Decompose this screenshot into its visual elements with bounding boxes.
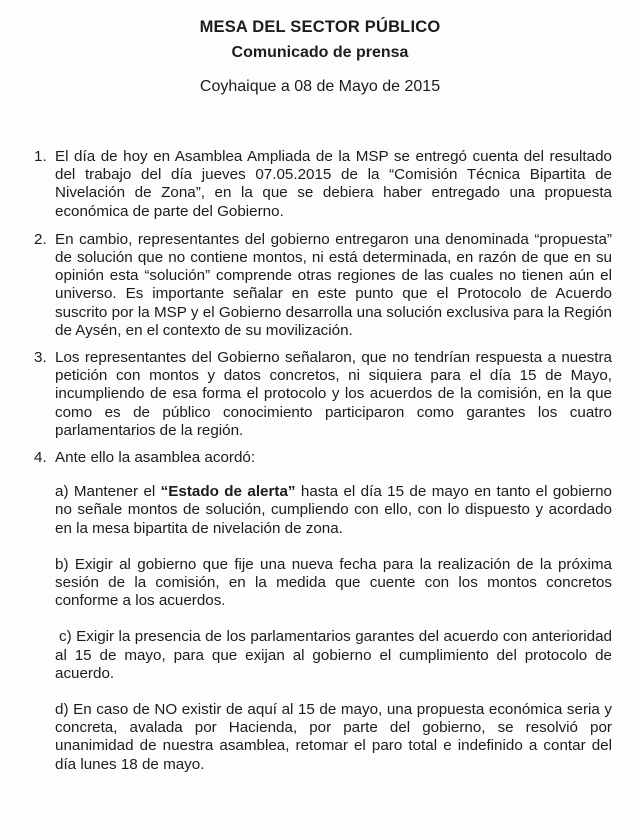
document-title: MESA DEL SECTOR PÚBLICO <box>199 18 441 36</box>
agreement-b: b) Exigir al gobierno que fije una nueva fecha para la realización de la próxima sesión de la comisión, en la medida que cuente con los montos concretos conforme a los acuerdos. <box>55 555 612 610</box>
item-text: El día de hoy en Asamblea Ampliada de la MSP se entregó cuenta del resultado del trabajo del día jueves 07.05.2015 de la “Comisión Técnica Bipartita de Nivelación de Zona”, en la que se debiera haber entregado una propuesta económica de parte del Gobierno. <box>55 148 612 220</box>
item-text: Ante ello la asamblea acordó: <box>55 449 256 467</box>
agreement-a <box>55 483 612 538</box>
numbered-item <box>28 349 612 440</box>
numbered-item <box>28 449 612 467</box>
agreement-d: d) En caso de NO existir de aquí al 15 de mayo, una propuesta económica seria y concreta, avalada por Hacienda, por parte del gobierno, se resolvió por unanimidad de nuestra asamblea, retomar el paro total e indefinido a contar del día lunes 18 de mayo. <box>55 701 612 773</box>
agreement-c: c) Exigir la presencia de los parlamentarios garantes del acuerdo con anterioridad al 15 de mayo, para que exijan al gobierno el cumplimiento del protocolo de acuerdo. <box>55 628 612 682</box>
agreement-a-prefix: a) Mantener el <box>55 483 161 501</box>
numbered-item <box>28 231 612 340</box>
item-number: 3. <box>34 349 47 367</box>
agreement-a-suffix: hasta el día 15 de mayo en tanto el gobierno no señale montos de solución, cumpliendo con ello, con lo dispuesto y acordado en la mesa bipartita de nivelación de zona. <box>55 483 613 537</box>
item-text: En cambio, representantes del gobierno entregaron una denominada “propuesta” de solución que no contiene montos, ni está determinada, en razón de que en su opinión esta “solución” comprende otras regiones de las cuales no tienen aún el universo. Es importante señalar en este punto que el Protocolo de Acuerdo suscrito por la MSP y el Gobierno desarrolla una solución exclusiva para la Región de Aysén, en el contexto de su movilización. <box>55 230 612 339</box>
item-number: 4. <box>34 449 47 467</box>
item-text: Los representantes del Gobierno señalaron, que no tendrían respuesta a nuestra petición con montos y datos concretos, ni siquiera para el día 15 de Mayo, incumpliendo de esa forma el protocolo y los acuerdos de la comisión, en la que como es de público conocimiento participaron como garantes los cuatro parlamentarios de la región. <box>55 349 612 439</box>
dateline: Coyhaique a 08 de Mayo de 2015 <box>199 78 441 95</box>
alert-status-highlight: “Estado de alerta” <box>160 483 296 501</box>
numbered-item <box>28 148 612 221</box>
document-subtitle: Comunicado de prensa <box>231 44 409 61</box>
press-release-body <box>28 148 612 792</box>
item-number: 2. <box>34 230 47 248</box>
item-number: 1. <box>34 148 47 165</box>
